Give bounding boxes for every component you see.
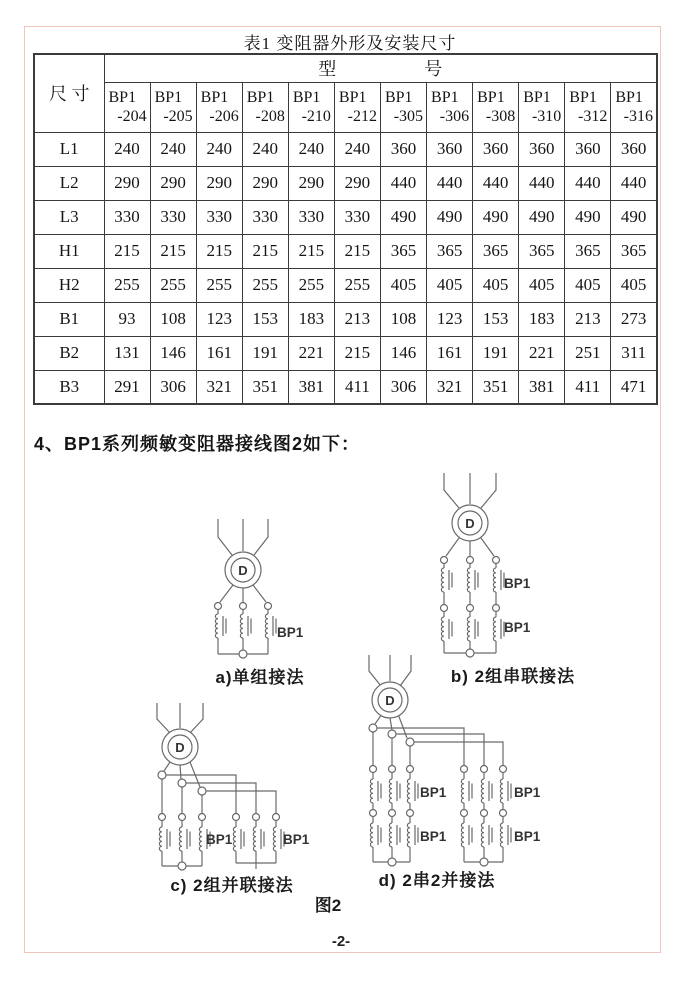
terminal-node <box>467 557 474 564</box>
table-cell: 405 <box>473 268 519 302</box>
table-cell: 221 <box>519 336 565 370</box>
table-cell: 330 <box>288 200 334 234</box>
model-header: BP1 -208 <box>242 82 288 132</box>
terminal-node <box>253 814 260 821</box>
corner-header: 尺 寸 <box>34 54 104 132</box>
bp1-label: BP1 <box>420 829 447 844</box>
motor-label: D <box>465 516 475 531</box>
table-cell: 146 <box>150 336 196 370</box>
wire <box>254 519 268 555</box>
table-cell: 213 <box>565 302 611 336</box>
terminal-node <box>441 557 448 564</box>
terminal-node <box>500 810 507 817</box>
coil-symbol <box>253 827 264 851</box>
table-cell: 381 <box>519 370 565 404</box>
table-cell: 290 <box>104 166 150 200</box>
table-cell: 440 <box>611 166 657 200</box>
coil-symbol <box>389 779 400 803</box>
table-cell: 490 <box>473 200 519 234</box>
bp1-label: BP1 <box>514 829 541 844</box>
table-cell: 360 <box>611 132 657 166</box>
terminal-node <box>493 557 500 564</box>
page-number: -2- <box>331 933 351 950</box>
wire <box>218 519 232 555</box>
figure-label: 图2 <box>314 896 342 915</box>
junction-node <box>388 730 396 738</box>
coil-symbol <box>461 779 472 803</box>
wire <box>400 655 411 686</box>
table-cell: 411 <box>334 370 380 404</box>
motor-label: D <box>175 740 185 755</box>
table-cell: 440 <box>473 166 519 200</box>
wire <box>190 703 203 733</box>
terminal-node <box>159 814 166 821</box>
table-cell: 405 <box>565 268 611 302</box>
coil-symbol <box>441 617 452 641</box>
table-cell: 123 <box>196 302 242 336</box>
table-cell: 360 <box>519 132 565 166</box>
table-cell: 161 <box>196 336 242 370</box>
table-cell: 215 <box>242 234 288 268</box>
table-cell: 321 <box>427 370 473 404</box>
coil-symbol <box>240 614 251 638</box>
common-node <box>178 862 186 870</box>
table-cell: 490 <box>519 200 565 234</box>
diagram-b <box>441 473 531 657</box>
table-cell: 93 <box>104 302 150 336</box>
table-cell: 365 <box>611 234 657 268</box>
table-cell: 108 <box>150 302 196 336</box>
wire <box>481 473 496 508</box>
table-cell: 240 <box>104 132 150 166</box>
wire <box>444 473 459 508</box>
table-cell: 251 <box>565 336 611 370</box>
model-header: BP1 -306 <box>427 82 473 132</box>
group-header-left: 型 <box>318 59 337 80</box>
group-header-right: 号 <box>424 59 443 80</box>
terminal-node <box>199 814 206 821</box>
table-cell: 490 <box>380 200 426 234</box>
table-cell: 191 <box>473 336 519 370</box>
table-cell: 405 <box>519 268 565 302</box>
bp1-label: BP1 <box>420 785 447 800</box>
table-cell: 330 <box>242 200 288 234</box>
table-cell: 351 <box>473 370 519 404</box>
table-cell: 330 <box>150 200 196 234</box>
row-label: B3 <box>34 370 104 404</box>
table-cell: 291 <box>104 370 150 404</box>
coil-symbol <box>179 827 190 851</box>
table-cell: 306 <box>150 370 196 404</box>
table-cell: 255 <box>334 268 380 302</box>
table-cell: 360 <box>473 132 519 166</box>
bp1-label: BP1 <box>283 832 310 847</box>
bp1-label: BP1 <box>504 620 531 635</box>
junction-node <box>158 771 166 779</box>
terminal-node <box>407 766 414 773</box>
table-cell: 221 <box>288 336 334 370</box>
table-title: 表1 变阻器外形及安装尺寸 <box>243 34 457 53</box>
table-cell: 471 <box>611 370 657 404</box>
coil-symbol <box>233 827 244 851</box>
model-header: BP1 -204 <box>104 82 150 132</box>
wire <box>446 538 459 556</box>
wire <box>414 742 503 765</box>
table-cell: 215 <box>334 234 380 268</box>
coil-symbol <box>493 617 504 641</box>
terminal-node <box>481 810 488 817</box>
table-cell: 273 <box>611 302 657 336</box>
terminal-node <box>467 605 474 612</box>
table-cell: 240 <box>288 132 334 166</box>
terminal-node <box>493 605 500 612</box>
coil-symbol <box>481 823 492 847</box>
row-label: B1 <box>34 302 104 336</box>
table-cell: 153 <box>242 302 288 336</box>
caption-diagram-b: b) 2组串联接法 <box>450 667 576 686</box>
bp1-label: BP1 <box>277 625 304 640</box>
table-cell: 440 <box>427 166 473 200</box>
table-cell: 161 <box>427 336 473 370</box>
table-cell: 215 <box>150 234 196 268</box>
coil-symbol <box>493 568 504 592</box>
common-node <box>239 650 247 658</box>
table-cell: 183 <box>519 302 565 336</box>
table-cell: 290 <box>196 166 242 200</box>
terminal-node <box>481 766 488 773</box>
table-cell: 440 <box>565 166 611 200</box>
coil-symbol <box>441 568 452 592</box>
model-header: BP1 -305 <box>380 82 426 132</box>
terminal-node <box>370 810 377 817</box>
table-cell: 290 <box>150 166 196 200</box>
coil-symbol <box>370 823 381 847</box>
table-cell: 311 <box>611 336 657 370</box>
terminal-node <box>407 810 414 817</box>
table-cell: 255 <box>196 268 242 302</box>
caption-diagram-c: c) 2组并联接法 <box>170 876 294 895</box>
row-label: L1 <box>34 132 104 166</box>
junction-node <box>406 738 414 746</box>
terminal-node <box>389 810 396 817</box>
table-cell: 330 <box>196 200 242 234</box>
table-cell: 123 <box>427 302 473 336</box>
table-cell: 215 <box>288 234 334 268</box>
terminal-node <box>461 766 468 773</box>
coil-symbol <box>265 614 276 638</box>
terminal-node <box>240 603 247 610</box>
wire <box>206 791 276 813</box>
model-header: BP1 -206 <box>196 82 242 132</box>
table-cell: 255 <box>104 268 150 302</box>
table-cell: 405 <box>427 268 473 302</box>
coil-symbol <box>407 779 418 803</box>
terminal-node <box>500 766 507 773</box>
junction-node <box>369 724 377 732</box>
table-cell: 290 <box>334 166 380 200</box>
terminal-node <box>441 605 448 612</box>
coil-symbol <box>389 823 400 847</box>
model-header: BP1 -308 <box>473 82 519 132</box>
coil-symbol <box>500 779 511 803</box>
table-cell: 490 <box>427 200 473 234</box>
model-header: BP1 -212 <box>334 82 380 132</box>
row-label: H1 <box>34 234 104 268</box>
wire <box>164 762 170 771</box>
table-cell: 255 <box>288 268 334 302</box>
model-header: BP1 -310 <box>519 82 565 132</box>
junction-node <box>198 787 206 795</box>
terminal-node <box>461 810 468 817</box>
coil-symbol <box>500 823 511 847</box>
wire <box>481 538 494 556</box>
junction-node <box>178 779 186 787</box>
terminal-node <box>179 814 186 821</box>
row-label: L3 <box>34 200 104 234</box>
table-cell: 440 <box>519 166 565 200</box>
caption-diagram-d: d) 2串2并接法 <box>378 871 496 890</box>
table-cell: 240 <box>196 132 242 166</box>
table-cell: 381 <box>288 370 334 404</box>
table-cell: 351 <box>242 370 288 404</box>
model-header: BP1 -316 <box>611 82 657 132</box>
bp1-label: BP1 <box>206 832 233 847</box>
table-cell: 365 <box>380 234 426 268</box>
motor-label: D <box>238 563 248 578</box>
diagram-a <box>215 519 304 658</box>
terminal-node <box>389 766 396 773</box>
table-cell: 365 <box>427 234 473 268</box>
table-cell: 146 <box>380 336 426 370</box>
table-cell: 240 <box>242 132 288 166</box>
terminal-node <box>233 814 240 821</box>
coil-symbol <box>159 827 170 851</box>
table-cell: 290 <box>242 166 288 200</box>
table-cell: 240 <box>150 132 196 166</box>
common-node <box>480 858 488 866</box>
terminal-node <box>273 814 280 821</box>
coil-symbol <box>407 823 418 847</box>
row-label: H2 <box>34 268 104 302</box>
bp1-label: BP1 <box>504 576 531 591</box>
table-cell: 365 <box>519 234 565 268</box>
table-cell: 215 <box>334 336 380 370</box>
caption-diagram-a: a)单组接法 <box>215 668 305 687</box>
table-cell: 330 <box>334 200 380 234</box>
table-cell: 153 <box>473 302 519 336</box>
coil-symbol <box>370 779 381 803</box>
terminal-node <box>265 603 272 610</box>
model-header: BP1 -312 <box>565 82 611 132</box>
table-cell: 191 <box>242 336 288 370</box>
terminal-node <box>370 766 377 773</box>
table-cell: 131 <box>104 336 150 370</box>
table-cell: 360 <box>427 132 473 166</box>
table-cell: 405 <box>611 268 657 302</box>
table-cell: 405 <box>380 268 426 302</box>
table-cell: 255 <box>242 268 288 302</box>
coil-symbol <box>215 614 226 638</box>
wire <box>180 765 181 779</box>
table-cell: 108 <box>380 302 426 336</box>
wire <box>253 585 266 602</box>
table-cell: 360 <box>565 132 611 166</box>
row-label: L2 <box>34 166 104 200</box>
table-cell: 411 <box>565 370 611 404</box>
table-cell: 213 <box>334 302 380 336</box>
table-cell: 330 <box>104 200 150 234</box>
table-cell: 306 <box>380 370 426 404</box>
table-cell: 215 <box>196 234 242 268</box>
table-cell: 490 <box>611 200 657 234</box>
table-cell: 290 <box>288 166 334 200</box>
table-cell: 255 <box>150 268 196 302</box>
wire <box>369 655 381 686</box>
table-cell: 490 <box>565 200 611 234</box>
coil-symbol <box>481 779 492 803</box>
table-cell: 360 <box>380 132 426 166</box>
wire <box>157 703 170 733</box>
wire <box>220 585 233 602</box>
table-cell: 440 <box>380 166 426 200</box>
section-heading: 4、BP1系列频敏变阻器接线图2如下： <box>34 434 361 454</box>
coil-symbol <box>467 617 478 641</box>
motor-label: D <box>385 693 395 708</box>
table-cell: 183 <box>288 302 334 336</box>
table-cell: 215 <box>104 234 150 268</box>
coil-symbol <box>467 568 478 592</box>
table-cell: 365 <box>473 234 519 268</box>
diagram-c <box>157 703 310 870</box>
model-header: BP1 -205 <box>150 82 196 132</box>
model-header: BP1 -210 <box>288 82 334 132</box>
terminal-node <box>215 603 222 610</box>
table-cell: 240 <box>334 132 380 166</box>
row-label: B2 <box>34 336 104 370</box>
coil-symbol <box>461 823 472 847</box>
bp1-label: BP1 <box>514 785 541 800</box>
wire <box>186 783 256 813</box>
table-cell: 321 <box>196 370 242 404</box>
table-cell: 365 <box>565 234 611 268</box>
common-node <box>466 649 474 657</box>
common-node <box>388 858 396 866</box>
